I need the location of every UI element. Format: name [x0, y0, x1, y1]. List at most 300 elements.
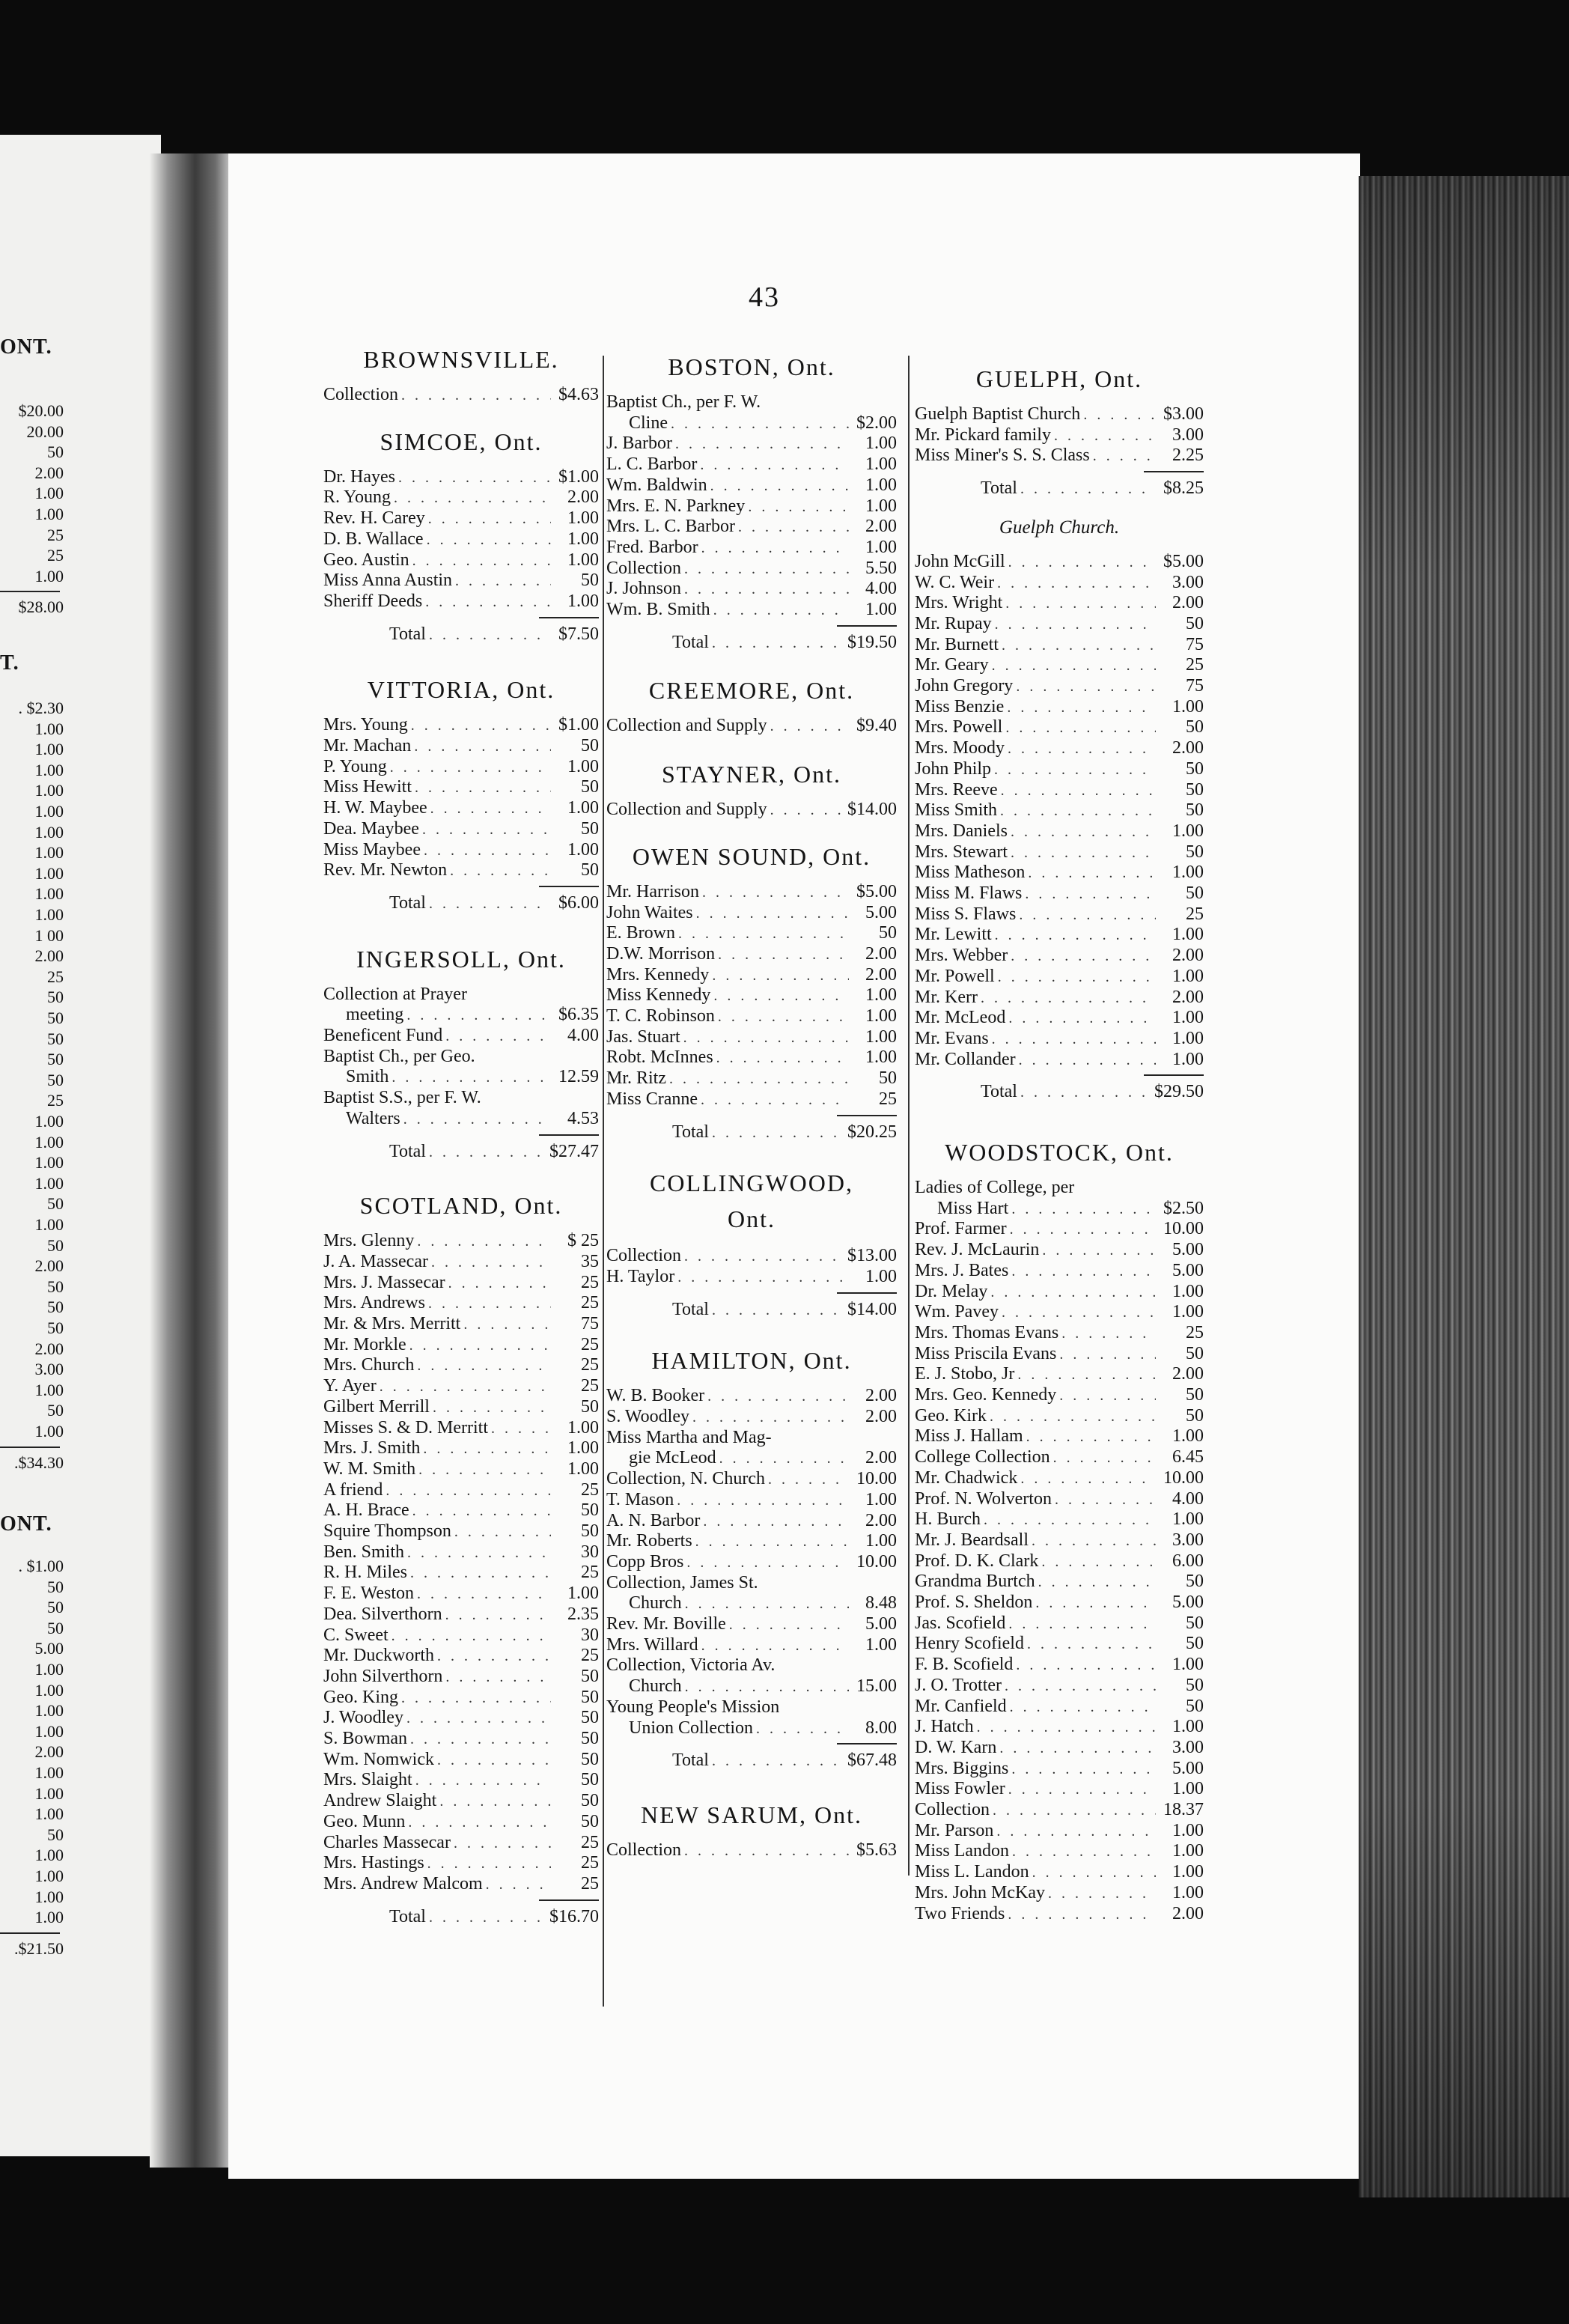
donation-amount: 50: [581, 1811, 599, 1831]
leader-dots: [683, 1028, 849, 1048]
donation-amount: 1.00: [1172, 1820, 1204, 1840]
donation-row: [606, 1407, 897, 1428]
donation-amount: 5.00: [1172, 1240, 1204, 1260]
leader-dots: [992, 656, 1156, 676]
donor-name: W. B. Booker: [606, 1386, 705, 1406]
donation-amount: 75: [581, 1314, 599, 1333]
donation-amount: 2.35: [567, 1604, 599, 1624]
donation-row: [606, 1089, 897, 1110]
left-amount: 1.00: [34, 843, 64, 863]
donor-name: H. Taylor: [606, 1266, 675, 1286]
left-amount: 20.00: [26, 422, 64, 441]
left-heading: ONT.: [0, 335, 52, 359]
donation-row: [606, 965, 897, 986]
donor-name: Wm. B. Smith: [606, 600, 710, 619]
donation-row: [915, 1489, 1204, 1510]
donation-amount: 50: [1186, 1405, 1204, 1426]
donation-amount: 25: [581, 1563, 599, 1583]
leader-dots: [463, 1315, 551, 1335]
leader-dots: [997, 574, 1156, 594]
leader-dots: [1008, 739, 1156, 759]
leader-dots: [1016, 1655, 1156, 1676]
left-amount: 2.00: [34, 1339, 64, 1358]
donation-row: [915, 1364, 1204, 1385]
donation-amount: 3.00: [1172, 1737, 1204, 1757]
donation-amount: 50: [1186, 1634, 1204, 1654]
donor-name: T. C. Robinson: [606, 1006, 715, 1026]
column-divider: [603, 356, 604, 2007]
donor-name: Mr. & Mrs. Merritt: [323, 1314, 461, 1333]
leader-dots: [390, 758, 551, 778]
donation-amount: 25: [581, 1272, 599, 1292]
donation-row: [323, 1812, 599, 1833]
left-amount: 50: [47, 1401, 64, 1420]
donation-amount: 2.00: [1172, 738, 1204, 758]
donor-name: Rev. J. McLaurin: [915, 1240, 1040, 1260]
donation-row: [323, 985, 599, 1006]
total-row: [606, 1122, 897, 1143]
leader-dots: [486, 1875, 551, 1895]
leader-dots: [770, 717, 849, 737]
donation-amount: 2.00: [1172, 946, 1204, 966]
section-title: STAYNER, Ont.: [661, 761, 842, 788]
donor-name: Mr. Powell: [915, 966, 995, 986]
leader-dots: [1020, 1083, 1151, 1103]
leader-dots: [1083, 405, 1156, 425]
left-amount: 5.00: [34, 1639, 64, 1658]
leader-dots: [408, 1813, 551, 1833]
donation-amount: $4.63: [558, 385, 599, 404]
donation-amount: 1.00: [865, 1489, 897, 1509]
leader-dots: [1011, 1199, 1156, 1220]
leader-dots: [990, 1407, 1156, 1427]
left-amount: 25: [47, 546, 64, 565]
donor-name: Miss Anna Austin: [323, 571, 453, 591]
donor-name: Ladies of College, per: [915, 1178, 1075, 1197]
donation-amount: 1.00: [567, 508, 599, 529]
donation-row: [606, 1006, 897, 1027]
donation-amount: 1.00: [1172, 696, 1204, 717]
donation-row: [915, 1199, 1204, 1220]
leader-dots: [1054, 426, 1156, 446]
leader-dots: [701, 1636, 849, 1656]
left-total: .$21.50: [14, 1938, 64, 1958]
donor-name: Collection: [323, 385, 398, 404]
donation-amount: 50: [581, 1666, 599, 1686]
donor-name: L. C. Barbor: [606, 454, 698, 475]
leader-dots: [429, 1143, 546, 1163]
donation-amount: 2.00: [865, 1448, 897, 1468]
donation-amount: 25: [581, 1376, 599, 1396]
section-title: VITTORIA, Ont.: [367, 676, 555, 704]
left-heading: T.: [0, 651, 19, 675]
donation-amount: 6.45: [1172, 1447, 1204, 1467]
leader-dots: [1008, 1780, 1156, 1800]
left-amount: 2.00: [34, 1256, 64, 1276]
donation-row: [323, 1646, 599, 1667]
donor-name: Mr. Rupay: [915, 613, 992, 633]
donor-name: Mr. Geary: [915, 655, 989, 675]
donation-amount: 2.00: [865, 517, 897, 537]
donor-name: J. Woodley: [323, 1708, 403, 1728]
total-label: Total: [672, 1299, 709, 1319]
donor-name: Miss Hewitt: [323, 777, 412, 797]
donation-amount: $ 25: [567, 1231, 599, 1251]
leader-dots: [448, 1274, 551, 1294]
donation-row: [915, 1697, 1204, 1718]
leader-dots: [671, 414, 849, 434]
leader-dots: [1059, 1386, 1156, 1406]
donation-row: [323, 1604, 599, 1625]
left-amount: 1.00: [34, 1660, 64, 1679]
donation-amount: $6.35: [558, 1005, 599, 1025]
donation-row: [915, 1509, 1204, 1530]
donor-name: J. Barbor: [606, 434, 672, 454]
donor-name: Mrs. Reeve: [915, 779, 998, 800]
donation-row: [915, 1344, 1204, 1365]
donation-amount: 25: [1186, 1322, 1204, 1342]
donation-row: [323, 840, 599, 861]
leader-dots: [695, 1532, 849, 1552]
donation-row: [915, 800, 1204, 821]
donation-amount: 50: [1186, 883, 1204, 903]
donation-amount: 10.00: [856, 1551, 897, 1572]
total-rule: [539, 617, 599, 618]
leader-dots: [1005, 594, 1156, 614]
leader-dots: [770, 800, 844, 821]
total-label: Total: [981, 478, 1017, 499]
donation-row: [606, 1655, 897, 1676]
donor-name: Mr. Roberts: [606, 1531, 692, 1551]
donation-row: [606, 1573, 897, 1594]
donor-name: Wm. Nomwick: [323, 1749, 434, 1769]
donor-name: F. B. Scofield: [915, 1655, 1014, 1675]
total-label: Total: [389, 892, 426, 913]
donation-amount: 50: [1186, 800, 1204, 821]
donation-amount: 25: [581, 1334, 599, 1354]
donation-amount: 1.00: [1172, 1426, 1204, 1447]
donation-row: [606, 882, 897, 903]
leader-dots: [454, 1522, 551, 1542]
donor-name: J. Hatch: [915, 1717, 974, 1737]
donation-amount: 50: [1186, 1343, 1204, 1363]
donor-name: Mr. Morkle: [323, 1334, 406, 1354]
donor-name: P. Young: [323, 756, 387, 776]
donation-row: [915, 967, 1204, 988]
donor-name: Fred. Barbor: [606, 537, 698, 557]
leader-dots: [445, 1026, 551, 1047]
left-amount: 1.00: [34, 1887, 64, 1906]
total-amount: $19.50: [847, 632, 897, 652]
donation-row: [915, 904, 1204, 925]
donor-name: John Philp: [915, 758, 992, 779]
left-amount: 1.00: [34, 1215, 64, 1234]
leader-dots: [409, 1336, 551, 1356]
donation-row: [606, 1593, 897, 1614]
leader-dots: [1010, 1220, 1156, 1240]
left-amount: 50: [47, 1029, 64, 1048]
leader-dots: [712, 1123, 844, 1143]
donation-row: [915, 1593, 1204, 1613]
leader-dots: [710, 476, 849, 496]
donor-name: Mrs. Biggins: [915, 1758, 1009, 1778]
leader-dots: [1000, 801, 1156, 821]
leader-dots: [1032, 1863, 1156, 1883]
donation-row: [915, 1240, 1204, 1261]
leader-dots: [994, 760, 1156, 780]
donation-row: [915, 863, 1204, 883]
donation-amount: 50: [581, 1396, 599, 1417]
donor-name: Mrs. Geo. Kennedy: [915, 1385, 1057, 1405]
donation-amount: 30: [581, 1542, 599, 1562]
donation-amount: 5.00: [1172, 1758, 1204, 1778]
donation-amount: 50: [581, 1729, 599, 1748]
donation-row: [323, 1874, 599, 1895]
donation-row: [915, 842, 1204, 863]
total-amount: $8.25: [1163, 478, 1204, 499]
leader-dots: [380, 1377, 551, 1397]
donation-row: [606, 1469, 897, 1490]
total-row: [606, 1300, 897, 1321]
leader-dots: [677, 1491, 849, 1511]
left-amount: $20.00: [18, 401, 64, 420]
donor-name: Jas. Stuart: [606, 1026, 680, 1047]
donation-amount: 2.00: [567, 487, 599, 508]
donor-name: Mrs. Webber: [915, 946, 1008, 966]
donor-name: Sheriff Deeds: [323, 591, 423, 611]
left-total: $28.00: [18, 597, 64, 617]
left-amount: 1.00: [34, 884, 64, 904]
donor-name: A. H. Brace: [323, 1500, 409, 1521]
left-amount: 25: [47, 967, 64, 986]
donation-amount: 50: [1186, 1385, 1204, 1405]
leader-dots: [669, 1069, 849, 1089]
total-rule: [1144, 471, 1204, 472]
donor-name: Mrs. E. N. Parkney: [606, 496, 746, 516]
section-title: BROWNSVILLE.: [363, 346, 559, 373]
leader-dots: [427, 530, 551, 550]
donation-row: [606, 475, 897, 496]
donor-name: Miss Priscila Evans: [915, 1343, 1057, 1363]
total-row: [915, 1082, 1204, 1103]
donation-row: [915, 1282, 1204, 1303]
left-total-rule: [0, 1447, 60, 1448]
donation-amount: 1.00: [567, 550, 599, 570]
leader-dots: [1027, 1634, 1156, 1655]
leader-dots: [1028, 863, 1156, 883]
donation-row: [915, 1904, 1204, 1925]
donation-amount: 1.00: [1172, 1028, 1204, 1048]
left-amount: 1.00: [34, 505, 64, 523]
donation-amount: 1.00: [567, 839, 599, 860]
donation-row: [915, 1862, 1204, 1883]
donor-name: Geo. Austin: [323, 550, 409, 570]
donation-amount: 5.00: [865, 1614, 897, 1634]
donation-row: [915, 697, 1204, 718]
left-total: .$34.30: [14, 1452, 64, 1472]
donor-name: A. N. Barbor: [606, 1510, 701, 1530]
donation-amount: 1.00: [1172, 1779, 1204, 1799]
donation-row: [915, 635, 1204, 656]
donation-amount: 1.00: [1172, 1281, 1204, 1301]
donor-name: S. Woodley: [606, 1407, 689, 1426]
leader-dots: [417, 1584, 551, 1604]
leader-dots: [406, 1006, 551, 1026]
donor-name: Collection: [606, 1840, 681, 1860]
donor-name: Beneficent Fund: [323, 1026, 443, 1045]
leader-dots: [430, 799, 551, 819]
donation-amount: 1.00: [1172, 1862, 1204, 1882]
left-amount: . $1.00: [18, 1557, 64, 1575]
donation-row: [323, 487, 599, 508]
donor-name: Mr. Collander: [915, 1049, 1016, 1069]
leader-dots: [422, 820, 551, 840]
donation-amount: 75: [1186, 676, 1204, 696]
left-amount: 1.00: [34, 760, 64, 779]
total-row: [915, 478, 1204, 499]
donor-name: Mr. Parson: [915, 1820, 994, 1840]
left-amount: 50: [47, 442, 64, 462]
leader-dots: [429, 1908, 546, 1928]
leader-dots: [431, 1253, 551, 1273]
page-edges: [1359, 176, 1569, 2197]
total-amount: $27.47: [549, 1141, 599, 1161]
donation-amount: 2.00: [865, 964, 897, 985]
donation-row: [323, 1047, 599, 1068]
donor-name: Miss Kennedy: [606, 985, 711, 1006]
donation-row: [606, 1448, 897, 1469]
donor-name: Geo. King: [323, 1687, 398, 1707]
leader-dots: [411, 716, 551, 736]
left-amount: 50: [47, 1618, 64, 1637]
donation-row: [606, 1246, 897, 1267]
leader-dots: [1026, 1427, 1156, 1447]
leader-dots: [412, 551, 551, 571]
donor-name: Mr. Lewitt: [915, 925, 992, 945]
left-amount: 1.00: [34, 905, 64, 924]
left-amount: 1.00: [34, 1783, 64, 1803]
donation-amount: 1.00: [1172, 1049, 1204, 1069]
left-amount: 50: [47, 1298, 64, 1317]
donation-row: [915, 1261, 1204, 1282]
donation-row: [915, 1841, 1204, 1862]
leader-dots: [713, 600, 849, 621]
donation-row: [915, 1302, 1204, 1323]
donor-name: Smith: [346, 1067, 389, 1087]
leader-dots: [1055, 1490, 1156, 1510]
leader-dots: [445, 1605, 551, 1625]
donation-row: [606, 944, 897, 965]
donation-amount: 1.00: [865, 600, 897, 619]
donor-name: E. Brown: [606, 923, 675, 943]
left-amount: 2.00: [34, 1742, 64, 1762]
donor-name: Walters: [346, 1108, 400, 1128]
leader-dots: [1007, 698, 1156, 718]
donation-amount: 1.00: [1172, 821, 1204, 841]
donation-row: [323, 385, 599, 406]
donation-row: [915, 593, 1204, 614]
donor-name: Miss Benzie: [915, 696, 1005, 717]
donation-amount: 1.00: [865, 454, 897, 475]
section-title: HAMILTON, Ont.: [651, 1347, 852, 1375]
donation-row: [606, 517, 897, 538]
donation-row: [323, 1500, 599, 1521]
donation-row: [915, 1050, 1204, 1071]
total-rule: [837, 1292, 897, 1294]
donation-row: [915, 1029, 1204, 1050]
donor-name: W. M. Smith: [323, 1458, 416, 1479]
donation-amount: 5.00: [865, 902, 897, 922]
donation-amount: 1.00: [865, 537, 897, 557]
donor-name: Miss Cranne: [606, 1089, 698, 1109]
donation-row: [915, 1759, 1204, 1780]
left-amount: 1.00: [34, 802, 64, 821]
donor-name: Collection: [606, 558, 681, 578]
leader-dots: [995, 615, 1156, 635]
leader-dots: [1041, 1552, 1156, 1572]
donation-amount: 50: [581, 1687, 599, 1707]
leader-dots: [703, 1512, 849, 1532]
donation-row: [323, 571, 599, 591]
leader-dots: [1019, 1050, 1156, 1071]
leader-dots: [1011, 946, 1156, 967]
leader-dots: [414, 737, 551, 757]
donation-amount: 1.00: [567, 591, 599, 611]
leader-dots: [684, 559, 849, 580]
donation-row: [606, 600, 897, 621]
donation-row: [323, 529, 599, 550]
donation-amount: 35: [581, 1251, 599, 1271]
donation-amount: 25: [581, 1355, 599, 1375]
leader-dots: [996, 1822, 1156, 1842]
donation-row: [323, 1067, 599, 1088]
donation-amount: 25: [581, 1479, 599, 1500]
section-title: COLLINGWOOD,: [650, 1169, 853, 1197]
donation-amount: 2.00: [865, 1407, 897, 1426]
donation-row: [323, 1770, 599, 1791]
donation-amount: 8.48: [865, 1593, 897, 1613]
donor-name: John Waites: [606, 902, 693, 922]
leader-dots: [455, 571, 551, 591]
left-amount: 1.00: [34, 1867, 64, 1885]
leader-dots: [398, 468, 551, 488]
donor-name: Rev. Mr. Newton: [323, 860, 448, 880]
donation-row: [915, 1676, 1204, 1697]
donation-row: [915, 1655, 1204, 1676]
leader-dots: [1048, 1884, 1156, 1904]
donor-name: Baptist Ch., per F. W.: [606, 392, 761, 412]
donation-row: [915, 759, 1204, 780]
donor-name: Wm. Pavey: [915, 1302, 999, 1322]
donation-amount: 1.00: [1172, 1841, 1204, 1861]
leader-dots: [1011, 1262, 1156, 1282]
donor-name: Dr. Hayes: [323, 466, 395, 487]
total-rule: [837, 1743, 897, 1744]
donation-amount: 50: [1186, 613, 1204, 633]
donor-name: Jas. Scofield: [915, 1613, 1006, 1633]
donation-row: [606, 1552, 897, 1573]
donation-row: [606, 538, 897, 559]
donation-amount: 3.00: [1172, 425, 1204, 445]
donation-amount: 25: [581, 1832, 599, 1852]
donation-row: [915, 425, 1204, 446]
donation-amount: 2.00: [1172, 987, 1204, 1007]
leader-dots: [1011, 843, 1156, 863]
donation-row: [323, 1335, 599, 1356]
section-title: SIMCOE, Ont.: [380, 428, 543, 455]
total-rule: [837, 625, 897, 627]
donor-name: Dea. Maybee: [323, 818, 419, 839]
